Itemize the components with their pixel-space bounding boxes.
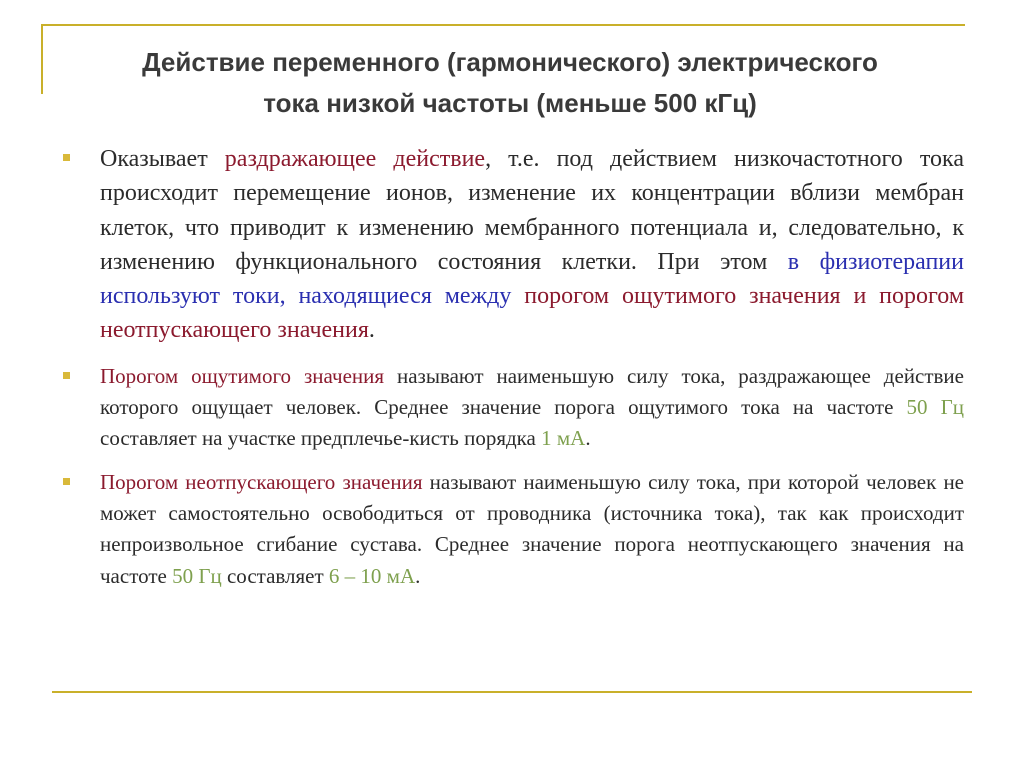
square-bullet-icon — [63, 154, 70, 161]
slide-content — [60, 142, 964, 592]
frame-bottom-line — [52, 691, 972, 693]
slide-title-line-2: тока низкой частоты (меньше 500 кГц) — [263, 88, 757, 118]
bullet-item-let-go-threshold — [60, 467, 964, 592]
item1-text-3 — [511, 283, 524, 309]
frame-left-line — [41, 24, 43, 94]
item1-highlight-thresholds: порогом ощутимого значения и порогом неотпускающего значения — [100, 283, 964, 344]
item2-text-2: составляет на участке предплечье-кисть порядка — [100, 426, 542, 451]
item3-value: 6 – 10 мА — [328, 563, 416, 588]
item3-text-2: составляет — [221, 563, 329, 588]
item1-text-4: . — [368, 317, 375, 344]
item3-term: Порогом неотпускающего значения — [100, 469, 423, 494]
item1-text-2: , т.е. под действием низкочастотного тока происходит перемещение ионов, изменение их концентрации вблизи мембран клеток, что приводит к изменению мембранного потенциала и, следовательно, к изменению функционального состояния клетки. При этом — [100, 146, 965, 275]
item2-term: Порогом ощутимого значения — [100, 363, 385, 388]
item1-highlight-physiotherapy: в физиотерапии используют токи, находящиеся между — [100, 248, 964, 310]
bullet-item-perceptible-threshold — [60, 361, 964, 455]
item2-text-1: называют наименьшую силу тока, раздражающее действие которого ощущает человек. Среднее значение порога ощутимого тока на частоте — [100, 363, 964, 420]
item2-value: 1 мА — [541, 426, 586, 451]
item1-text-1: Оказывает — [100, 146, 225, 172]
item3-frequency: 50 Гц — [172, 563, 222, 588]
item1-highlight-irritating: раздражающее действие — [224, 146, 486, 172]
square-bullet-icon — [63, 372, 70, 379]
item2-frequency: 50 Гц — [906, 395, 964, 420]
square-bullet-icon — [63, 478, 70, 485]
slide-title — [55, 42, 965, 124]
bullet-item-irritating-action — [60, 142, 964, 348]
item2-text-3: . — [585, 426, 591, 451]
item3-text-3: . — [415, 563, 421, 588]
frame-top-line — [41, 24, 965, 26]
item3-text-1: называют наименьшую силу тока, при которой человек не может самостоятельно освободиться от проводника (источника тока), так как происходит непроизвольное сгибание сустава. Среднее значение порога неотпускающего значения на частоте — [100, 469, 964, 588]
slide-title-line-1: Действие переменного (гармонического) электрического — [142, 47, 878, 77]
